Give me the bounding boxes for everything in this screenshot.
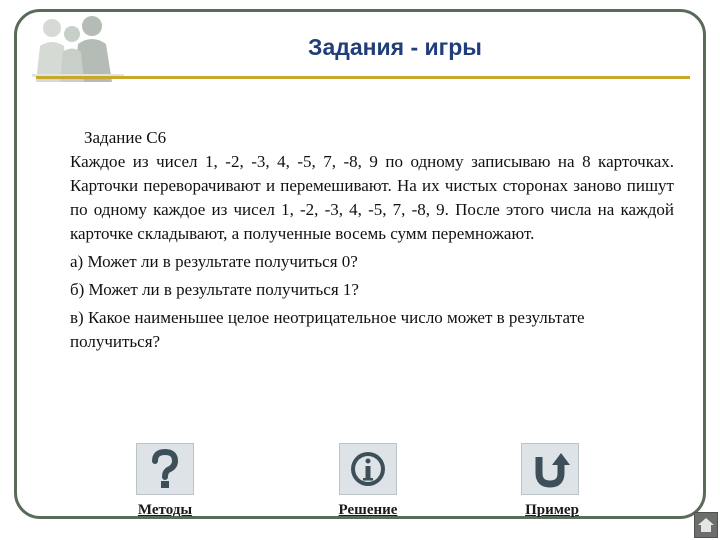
home-icon	[697, 516, 715, 534]
methods-label[interactable]: Методы	[137, 502, 193, 518]
question-c: в) Какое наименьшее целое неотрицательное число может в результате получиться?	[70, 308, 585, 351]
task-heading: Задание С6	[84, 128, 167, 147]
question-a: а) Может ли в результате получиться 0?	[70, 252, 358, 271]
task-statement: Каждое из чисел 1, -2, -3, 4, -5, 7, -8, 9 по одному записываю на 8 карточках. Карточки переворачивают и перемешивают. На их чистых сторонах заново пишут по одному каждое из чисел 1, -2, -3, 4, -5, 7, -8, 9. После этого числа на каждой карточке складывают, а полученные восемь сумм перемножают.	[70, 152, 674, 243]
page-title: Задания - игры	[308, 34, 482, 60]
task-content	[70, 126, 674, 354]
example-button[interactable]	[521, 443, 579, 495]
question-mark-icon	[148, 449, 182, 489]
solution-button[interactable]	[339, 443, 397, 495]
methods-button[interactable]	[136, 443, 194, 495]
solution-label[interactable]: Решение	[338, 502, 398, 518]
title-divider	[36, 76, 690, 79]
question-b: б) Может ли в результате получиться 1?	[70, 280, 359, 299]
home-button[interactable]	[694, 512, 718, 538]
example-label[interactable]: Пример	[525, 502, 579, 518]
people-silhouette-logo	[30, 12, 126, 86]
info-icon	[348, 449, 388, 489]
return-arrow-icon	[530, 449, 570, 489]
